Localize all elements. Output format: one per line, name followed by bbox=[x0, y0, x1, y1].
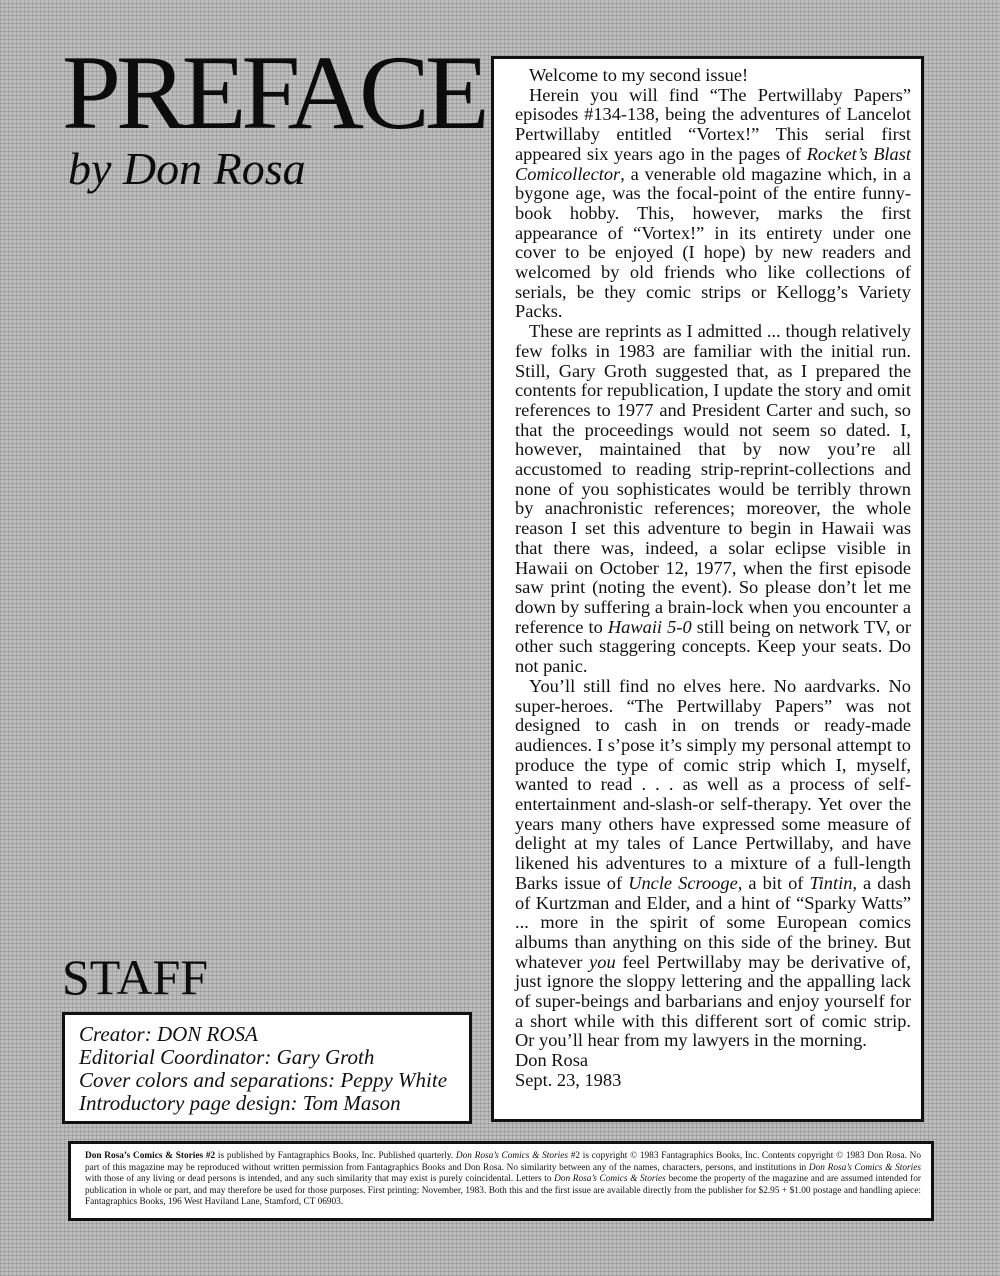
staff-line-editor: Editorial Coordinator: Gary Groth bbox=[79, 1045, 375, 1069]
text-run: Herein you will find “The Pertwillaby Papers” episodes #134-138, being the adventures of Lancelot Pertwillaby entitled “Vortex!” This serial first appeared six years ago in the pages of bbox=[515, 84, 911, 164]
staff-line-creator: Creator: DON ROSA bbox=[79, 1022, 258, 1046]
signature: Don Rosa bbox=[515, 1050, 589, 1071]
page-title: PREFACE bbox=[62, 34, 485, 151]
text-run: is published by Fantagraphics Books, Inc. Published quarterly. bbox=[215, 1151, 456, 1161]
staff-line-design: Introductory page design: Tom Mason bbox=[79, 1091, 401, 1115]
text-run: These are reprints as I admitted ... though relatively few folks in 1983 are familiar with the initial run. Still, Gary Groth suggested that, as I prepared the contents for republication, I update the story and omit references to 1977 and President Carter and such, so that the proceedings would not seem so dated. I, however, maintained that by now you’re all accustomed to reading strip-reprint-collections and none of you sophisticates would be terribly thrown by anachronistic references; moreover, the whole reason I set this adventure to begin in Hawaii was that there was, indeed, a solar eclipse visible in Hawaii on October 12, 1977, when the first episode saw print (noting the event). So please don’t let me down by suffering a brain-lock when you encounter a reference to bbox=[515, 321, 911, 637]
byline: by Don Rosa bbox=[68, 143, 306, 194]
text-run: become the property of the magazine and are assumed intended for publication in whole or part, and may therefore be used for those purposes. First printing: November, 1983. Both this and the first issue are available directly from the publisher for $2.95 + $1.00 postage and handling apiece: Fantagraphics Books, 196 West Haviland Lane, Stamford, CT 06903. bbox=[85, 1174, 921, 1208]
notice-title: Don Rosa’s Comics & Stories #2 bbox=[85, 1151, 216, 1161]
publication-notice bbox=[68, 1141, 934, 1221]
text-run: feel Pertwillaby may be derivative of, just ignore the sloppy lettering and the appalling lack of super-beings and barbarians and enjoy yourself for a short while with this different sort of comic strip. Or you’ll hear from my lawyers in the morning. bbox=[515, 951, 911, 1051]
preface-text-box bbox=[491, 56, 924, 1122]
magazine-title: Rocket’s Blast Comicollector bbox=[515, 143, 911, 184]
paragraph-intro bbox=[515, 86, 911, 322]
notice-title-italic: Don Rosa’s Comics & Stories bbox=[808, 1162, 921, 1173]
text-run: You’ll still find no elves here. No aardvarks. No super-heroes. “The Pertwillaby Papers” was not designed to cash in on trends or ready-made audiences. I s’pose it’s simply my personal attempt to produce the type of comic strip which I, myself, wanted to read . . . as well as a process of self-entertainment and-slash-or self-therapy. Yet over the years many others have expressed some measure of delight at my tales of Lance Pertwillaby, and have likened his adventures to a mixture of a full-length Barks issue of bbox=[515, 675, 911, 893]
paragraph-reprints bbox=[515, 322, 911, 677]
text-run: a bit of bbox=[742, 872, 810, 893]
paragraph-welcome: Welcome to my second issue! bbox=[529, 65, 749, 85]
staff-heading: STAFF bbox=[62, 949, 209, 1005]
text-run: , a venerable old magazine which, in a bygone age, was the focal-point of the entire funny-book hobby. This, however, marks the first appearance of “Vortex!” in its entirety under one cover to be enjoyed (I hope) by new readers and welcomed by old friends who like collections of serials, be they comic strips or Kellogg’s Variety Packs. bbox=[515, 163, 911, 322]
notice-title-italic: Don Rosa’s Comics & Stories bbox=[554, 1174, 666, 1185]
comic-title-uncle-scrooge: Uncle Scrooge, bbox=[628, 872, 743, 893]
text-run: still being on network TV, or other such staggering concepts. Keep your seats. Do not panic. bbox=[515, 616, 911, 677]
text-run: #2 is copyright © 1983 Fantagraphics Books, Inc. Contents copyright © 1983 Don Rosa. No part of this magazine may be reproduced without written permission from Fantagraphics Books and Don Rosa. No similarity between any of the names, characters, persons, and institutions in bbox=[85, 1151, 922, 1173]
notice-title-italic: Don Rosa’s Comics & Stories bbox=[455, 1151, 568, 1161]
signature-date: Sept. 23, 1983 bbox=[515, 1069, 622, 1090]
paragraph-no-elves bbox=[515, 677, 911, 1051]
tv-show-title: Hawaii 5-0 bbox=[607, 616, 692, 637]
comic-title-tintin: Tintin, bbox=[809, 872, 857, 893]
text-run: with those of any living or dead persons is intended, and any such similarity that may exist is purely coincidental. Letters to bbox=[85, 1174, 555, 1185]
emphasis-you: you bbox=[589, 951, 616, 972]
staff-box bbox=[62, 1012, 472, 1124]
text-run: a dash of Kurtzman and Elder, and a hint of “Sparky Watts” ... more in the spirit of some European comics albums than anything on this side of the briney. But whatever bbox=[515, 872, 911, 972]
staff-line-colors: Cover colors and separations: Peppy White bbox=[79, 1068, 448, 1092]
